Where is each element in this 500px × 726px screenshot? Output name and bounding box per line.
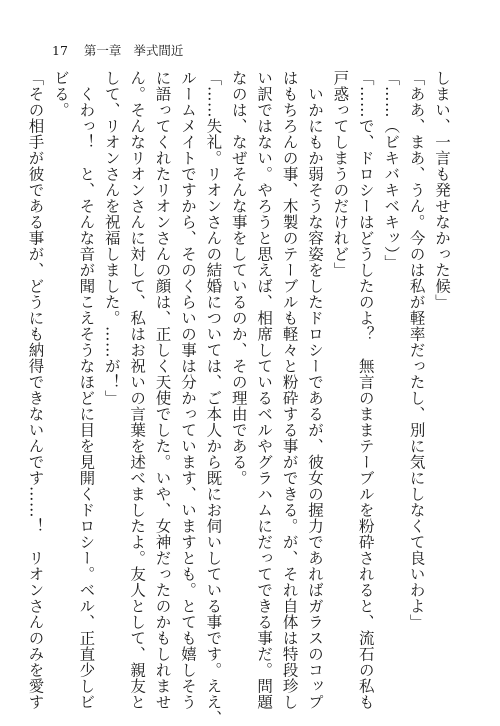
text-line: 戸惑ってしまうのだけれど」 xyxy=(331,70,350,278)
chapter-label: 第一章 xyxy=(83,43,122,58)
text-line: はもちろんの事、木製のテーブルも軽々と粉砕する事ができる。が、それ自体は特段珍し xyxy=(280,70,299,710)
page-number: 17 xyxy=(52,43,68,58)
text-line: ん。そんなリオンさんに対して、私はお祝いの言葉を述べましたよ。友人として、親友と xyxy=(128,70,147,710)
text-line: いかにもか弱そうな容姿をしたドロシーであるが、彼女の握力であればガラスのコップ xyxy=(305,85,324,710)
text-line: して、リオンさんを祝福しました。……が！」 xyxy=(102,70,121,406)
text-line: ルームメイトですから、そのくらいの事は分かっています、いますとも。とても嬉しそう xyxy=(178,70,197,710)
text-line: い訳ではない。やろうと思えば、相席しているベルやグラハムにだってできる事だ。問題 xyxy=(255,70,274,710)
text-line: しまい、一言も発せなかった候」 xyxy=(433,70,451,310)
text-line: なのは、なぜそんな事をしているのか、その理由である。 xyxy=(229,70,248,486)
vertical-text-body xyxy=(22,70,454,726)
text-line: ビる。 xyxy=(51,70,70,118)
chapter-title: 挙式間近 xyxy=(133,43,184,58)
text-line: に語ってくれたリオンさんの顔は、正しく天使でした。いや、女神だったのかもしれませ xyxy=(153,70,172,710)
running-header xyxy=(52,44,183,58)
text-line: 「その相手が彼である事が、どうにも納得できないんです……！ リオンさんのみを愛す xyxy=(26,70,45,710)
text-line: くわっ！ と、そんな音が聞こえそうなほどに目を見開くドロシー。ベル、正直少しビ xyxy=(77,85,96,710)
text-line: 「ああ、まあ、うん。今のは私が軽率だったし、別に気にしなくて良いわよ」 xyxy=(407,70,426,630)
text-line: 「……（ビキバキベキッ）」 xyxy=(382,70,401,271)
text-line: 「……失礼。リオンさんの結婚については、ご本人から既にお伺いしている事です。ええ、 xyxy=(204,70,223,726)
text-line: 「……で、ドロシーはどうしたのよ？ 無言のままテーブルを粉砕されると、流石の私も xyxy=(356,70,375,710)
